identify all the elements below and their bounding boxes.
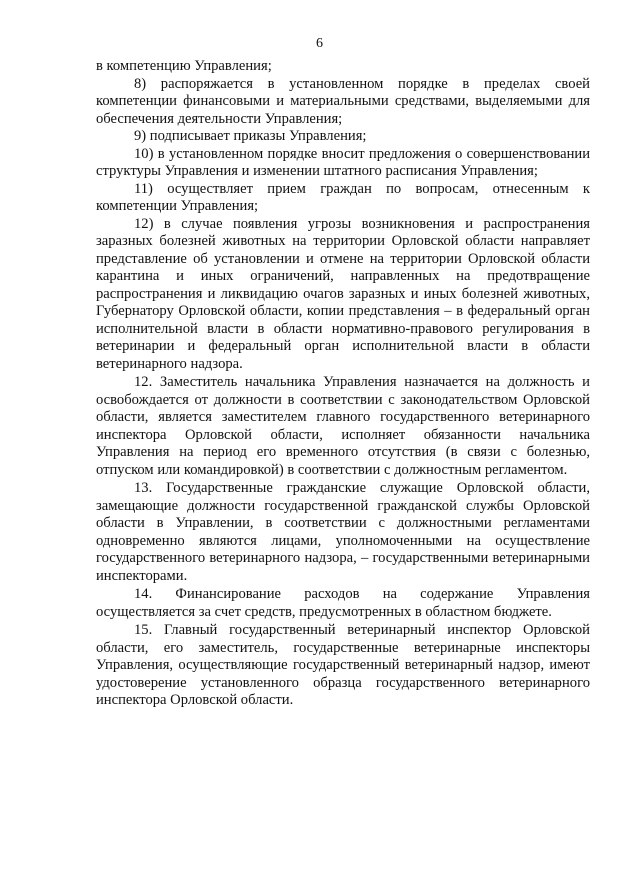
paragraph-section-15: 15. Главный государственный ветеринарный инспектор Орловской области, его заместитель, государственные ветеринарные инспекторы Управления, осуществляющие государственный ветеринарный надзор, имеют удостоверение установленного образца государственного ветеринарного инспектора Орловской области. <box>96 622 590 708</box>
page-number: 6 <box>316 36 323 51</box>
paragraph-section-12: 12. Заместитель начальника Управления назначается на должность и освобождается от должности в соответствии с законодательством Орловской области, является заместителем главного государственного ветеринарного инспектора Орловской области, исполняет обязанности начальника Управления на период его временного отсутствия (в связи с болезнью, отпуском или командировкой) в соответствии с должностным регламентом. <box>96 374 590 478</box>
paragraph-item-8: 8) распоряжается в установленном порядке в пределах своей компетенции финансовыми и материальными средствами, выделяемыми для обеспечения деятельности Управления; <box>96 75 590 127</box>
paragraph-continuation: в компетенцию Управления; <box>96 58 272 74</box>
paragraph-item-9: 9) подписывает приказы Управления; <box>134 128 367 144</box>
paragraph-item-10: 10) в установленном порядке вносит предложения о совершенствовании структуры Управления и изменении штатного расписания Управления; <box>96 145 590 179</box>
paragraph-item-11: 11) осуществляет прием граждан по вопросам, отнесенным к компетенции Управления; <box>96 180 590 214</box>
document-body <box>96 58 590 710</box>
paragraph-section-13: 13. Государственные гражданские служащие Орловской области, замещающие должности государственной гражданской службы Орловской области в Управлении, в соответствии с должностными регламентами одновременно являются лицами, уполномоченными на осуществление государственного ветеринарного надзора, – государственными ветеринарными инспекторами. <box>96 480 590 584</box>
paragraph-item-12-subitem: 12) в случае появления угрозы возникновения и распространения заразных болезней животных на территории Орловской области направляет представление об установлении и отмене на территории Орловской области карантина и иных ограничений, направленных на предотвращение распространения и ликвидацию очагов заразных и иных болезней животных, Губернатору Орловской области, копии представления – в федеральный орган исполнительной власти в области нормативно-правового регулирования в ветеринарии и федеральный орган исполнительной власти в области ветеринарного надзора. <box>96 215 590 372</box>
paragraph-section-14: 14. Финансирование расходов на содержание Управления осуществляется за счет средств, предусмотренных в областном бюджете. <box>96 586 590 620</box>
